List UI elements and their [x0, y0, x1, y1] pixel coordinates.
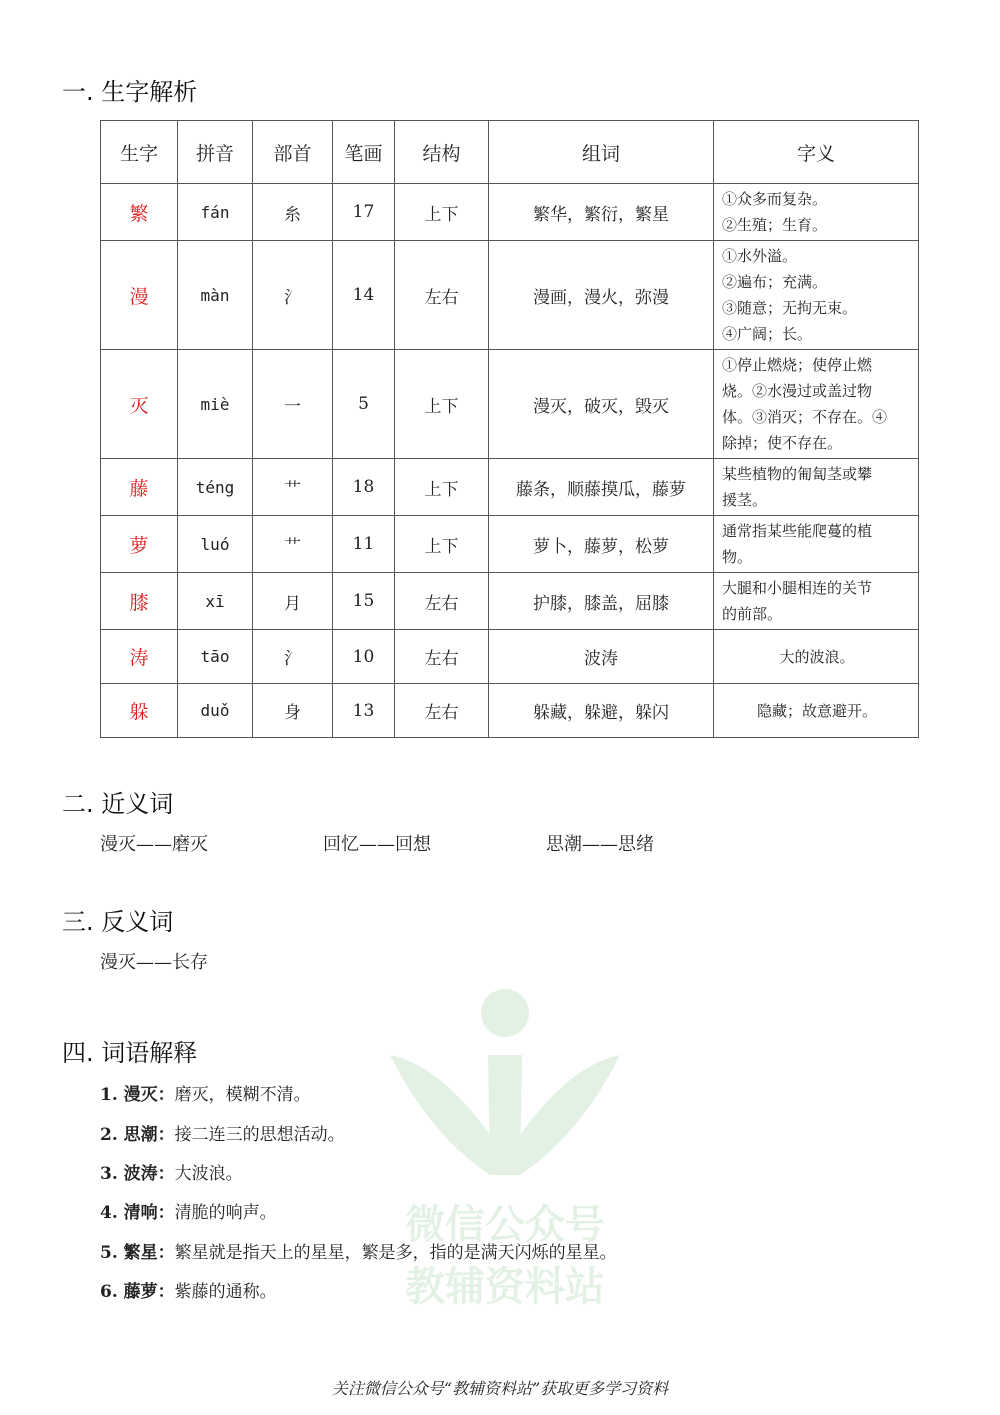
cell-structure: 上下 — [395, 184, 489, 241]
watermark-line2: 教辅资料站 — [405, 1264, 605, 1310]
list-item — [100, 1198, 277, 1223]
cell-pinyin: tāo — [178, 630, 253, 684]
table-row — [101, 573, 919, 630]
cell-meaning — [714, 350, 919, 459]
meaning-line: 援茎。 — [722, 491, 768, 509]
section-title-explanations: 四. 词语解释 — [62, 1039, 198, 1067]
cell-words: 藤条，顺藤摸瓜，藤萝 — [489, 459, 714, 516]
list-item — [100, 1159, 243, 1184]
meaning-line: ④广阔；长。 — [722, 325, 813, 343]
explain-text: 大波浪。 — [174, 1164, 243, 1184]
explain-text: 清脆的响声。 — [174, 1203, 277, 1223]
meaning-line: ①水外溢。 — [722, 247, 798, 265]
meaning-line: 体。③消灭；不存在。④ — [722, 408, 888, 426]
table-header-row — [101, 121, 919, 184]
meaning-line: 烧。②水漫过或盖过物 — [722, 382, 873, 400]
cell-pinyin: miè — [178, 350, 253, 459]
meaning-line: ①众多而复杂。 — [722, 190, 828, 208]
explain-term: 6. 藤萝： — [100, 1282, 175, 1302]
char-analysis-table — [100, 120, 919, 738]
cell-words: 繁华，繁衍，繁星 — [489, 184, 714, 241]
explain-term: 4. 清响： — [100, 1203, 175, 1223]
cell-pinyin: fán — [178, 184, 253, 241]
meaning-line: 的前部。 — [722, 605, 783, 623]
cell-meaning — [714, 684, 919, 738]
col-header-meaning: 字义 — [714, 121, 919, 184]
explain-text: 繁星就是指天上的星星，繁是多，指的是满天闪烁的星星。 — [174, 1243, 617, 1263]
meaning-line: ②生殖；生育。 — [722, 216, 828, 234]
meaning-line: 隐藏；故意避开。 — [756, 701, 877, 720]
meaning-line: 通常指某些能爬蔓的植 — [722, 522, 873, 540]
explain-text: 紫藤的通称。 — [174, 1282, 277, 1302]
cell-radical: 糸 — [253, 184, 333, 241]
meaning-line: 大腿和小腿相连的关节 — [722, 579, 873, 597]
cell-char: 灭 — [101, 350, 178, 459]
cell-words: 漫灭，破灭，毁灭 — [489, 350, 714, 459]
cell-radical: 月 — [253, 573, 333, 630]
cell-strokes: 13 — [333, 684, 395, 738]
list-item — [100, 1080, 311, 1105]
meaning-line: 除掉；使不存在。 — [722, 434, 843, 452]
meaning-line: ①停止燃烧；使停止燃 — [722, 356, 873, 374]
cell-strokes: 15 — [333, 573, 395, 630]
cell-structure: 左右 — [395, 241, 489, 350]
cell-strokes: 14 — [333, 241, 395, 350]
cell-meaning — [714, 573, 919, 630]
cell-char: 膝 — [101, 573, 178, 630]
cell-structure: 左右 — [395, 630, 489, 684]
cell-radical: 一 — [253, 350, 333, 459]
cell-strokes: 11 — [333, 516, 395, 573]
cell-structure: 上下 — [395, 516, 489, 573]
cell-pinyin: téng — [178, 459, 253, 516]
synonym-pair: 回忆——回想 — [323, 834, 431, 855]
col-header-radical: 部首 — [253, 121, 333, 184]
footer-note: 关注微信公众号“教辅资料站”获取更多学习资料 — [331, 1379, 669, 1398]
cell-pinyin: xī — [178, 573, 253, 630]
cell-words: 萝卜，藤萝，松萝 — [489, 516, 714, 573]
cell-strokes: 5 — [333, 350, 395, 459]
cell-char: 涛 — [101, 630, 178, 684]
section-title-synonyms: 二. 近义词 — [62, 790, 174, 818]
cell-structure: 上下 — [395, 350, 489, 459]
cell-meaning — [714, 516, 919, 573]
cell-words: 护膝，膝盖，屈膝 — [489, 573, 714, 630]
cell-pinyin: luó — [178, 516, 253, 573]
table-row — [101, 459, 919, 516]
col-header-pinyin: 拼音 — [178, 121, 253, 184]
watermark-logo-icon — [370, 985, 640, 1185]
list-item — [100, 1120, 345, 1145]
section-title-new-chars: 一. 生字解析 — [62, 78, 198, 106]
cell-meaning — [714, 241, 919, 350]
meaning-line: 大的波浪。 — [779, 647, 855, 666]
cell-meaning — [714, 459, 919, 516]
cell-char: 繁 — [101, 184, 178, 241]
cell-radical: 艹 — [253, 459, 333, 516]
explain-text: 接二连三的思想活动。 — [174, 1125, 345, 1145]
cell-structure: 左右 — [395, 573, 489, 630]
section-title-antonyms: 三. 反义词 — [62, 908, 174, 936]
explain-term: 5. 繁星： — [100, 1243, 175, 1263]
col-header-strokes: 笔画 — [333, 121, 395, 184]
list-item — [100, 1238, 617, 1263]
cell-char: 漫 — [101, 241, 178, 350]
table-row — [101, 516, 919, 573]
table-row — [101, 184, 919, 241]
cell-char: 藤 — [101, 459, 178, 516]
cell-radical: 艹 — [253, 516, 333, 573]
table-row — [101, 630, 919, 684]
cell-char: 躲 — [101, 684, 178, 738]
cell-radical: 身 — [253, 684, 333, 738]
cell-strokes: 17 — [333, 184, 395, 241]
table-row — [101, 350, 919, 459]
synonym-pair: 漫灭——磨灭 — [100, 834, 208, 855]
watermark — [370, 985, 640, 1315]
antonym-pair: 漫灭——长存 — [100, 952, 208, 973]
synonym-pair: 思潮——思绪 — [546, 834, 654, 855]
explain-term: 3. 波涛： — [100, 1164, 175, 1184]
cell-char: 萝 — [101, 516, 178, 573]
meaning-line: ③随意；无拘无束。 — [722, 299, 858, 317]
table-row — [101, 241, 919, 350]
watermark-line1: 微信公众号 — [405, 1202, 605, 1248]
meaning-line: 某些植物的匍匐茎或攀 — [722, 465, 873, 483]
col-header-char: 生字 — [101, 121, 178, 184]
cell-radical: 氵 — [253, 241, 333, 350]
explain-term: 1. 漫灭： — [100, 1085, 175, 1105]
cell-structure: 上下 — [395, 459, 489, 516]
cell-strokes: 10 — [333, 630, 395, 684]
cell-words: 漫画，漫火，弥漫 — [489, 241, 714, 350]
cell-meaning — [714, 630, 919, 684]
cell-words: 波涛 — [489, 630, 714, 684]
explain-text: 磨灭，模糊不清。 — [174, 1085, 311, 1105]
cell-pinyin: duǒ — [178, 684, 253, 738]
cell-words: 躲藏，躲避，躲闪 — [489, 684, 714, 738]
cell-pinyin: màn — [178, 241, 253, 350]
cell-strokes: 18 — [333, 459, 395, 516]
meaning-line: 物。 — [722, 548, 753, 566]
cell-radical: 氵 — [253, 630, 333, 684]
cell-structure: 左右 — [395, 684, 489, 738]
col-header-structure: 结构 — [395, 121, 489, 184]
table-row — [101, 684, 919, 738]
explain-term: 2. 思潮： — [100, 1125, 175, 1145]
list-item — [100, 1277, 277, 1302]
col-header-words: 组词 — [489, 121, 714, 184]
cell-meaning — [714, 184, 919, 241]
meaning-line: ②遍布；充满。 — [722, 273, 828, 291]
